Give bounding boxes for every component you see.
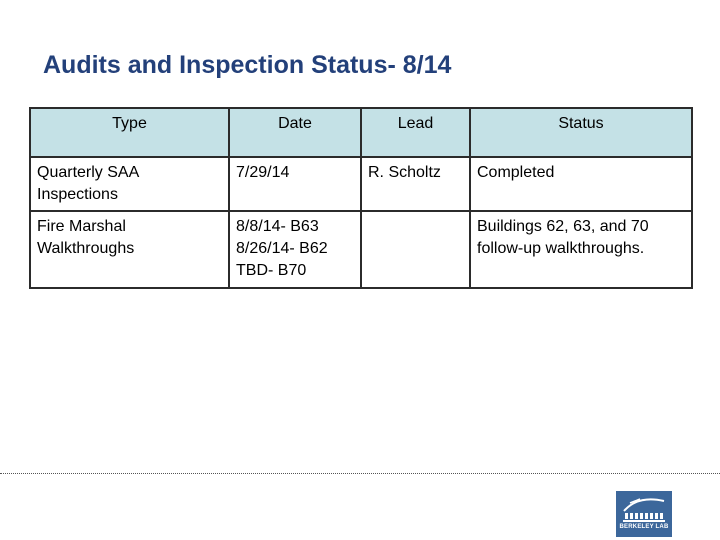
header-lead: Lead: [361, 108, 470, 157]
table-row: [30, 211, 692, 288]
cell-lead: R. Scholtz: [361, 157, 470, 211]
cell-date: 7/29/14: [229, 157, 361, 211]
cell-lead: [361, 211, 470, 288]
logo-text: BERKELEY LAB: [619, 524, 669, 530]
cell-status: Completed: [470, 157, 692, 211]
cell-date: 8/8/14- B63 8/26/14- B62 TBD- B70: [229, 211, 361, 288]
table-header-row: [30, 108, 692, 157]
slide-title: Audits and Inspection Status- 8/14: [43, 51, 452, 79]
footer-divider: [0, 473, 720, 474]
cell-type: Quarterly SAA Inspections: [30, 157, 229, 211]
header-date: Date: [229, 108, 361, 157]
status-table: [29, 107, 693, 289]
cell-type: Fire Marshal Walkthroughs: [30, 211, 229, 288]
berkeley-lab-logo-icon: [616, 491, 672, 537]
header-status: Status: [470, 108, 692, 157]
header-type: Type: [30, 108, 229, 157]
table-row: [30, 157, 692, 211]
cell-status: Buildings 62, 63, and 70 follow-up walkthroughs.: [470, 211, 692, 288]
